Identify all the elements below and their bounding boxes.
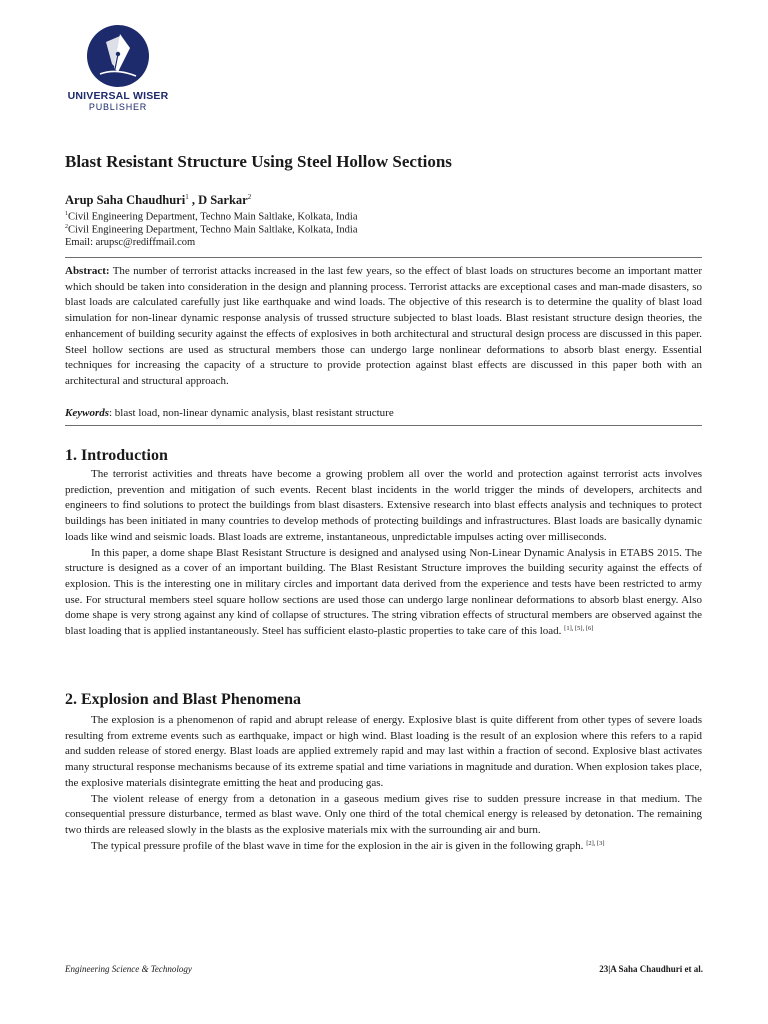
affiliation-text: Civil Engineering Department, Techno Main Saltlake, Kolkata, India bbox=[68, 224, 358, 236]
paragraph: The explosion is a phenomenon of rapid and abrupt release of energy. Explosive blast is quite different from other types of severe loads resulting from extreme events such as earthquake, impact or high wind. Blast loading is the result of an explosion where this refers to a rapid and sudden release of stored energy. Blast loads are applied extremely rapid and may last within a fraction of second. Explosive blast activates many structural response mechanisms because of its extreme spatial and time variations in magnitude and duration. When explosion takes place, the explosive materials disintegrate emitting the heat and producing gas. bbox=[65, 714, 702, 789]
paragraph-text: In this paper, a dome shape Blast Resistant Structure is designed and analysed using Non-Linear Dynamic Analysis in ETABS 2015. The structure is designed as a cover of an important building. The Blast Resistant Structure improves the building security against the effects of explosion. This is the interesting one in military circles and important data derived from the experience and tests have been restricted to army use. For structural members steel square hollow sections are used those can undergo large nonlinear deformations to absorb blast energy. Also dome shape is very strong against any kind of collapse of structures. The string vibration effects of structural members are observed against the blast loading that is applied instantaneously. Steel has sufficient elasto-plastic properties to take care of this load. bbox=[65, 546, 702, 638]
paragraph bbox=[65, 546, 702, 640]
paragraph bbox=[65, 839, 702, 855]
keywords-text: : blast load, non-linear dynamic analysis, blast resistant structure bbox=[109, 407, 394, 419]
author-line bbox=[65, 193, 251, 208]
citation: [2], [3] bbox=[586, 839, 605, 847]
keywords-label: Keywords bbox=[65, 407, 109, 419]
paragraph: The violent release of energy from a detonation in a gaseous medium gives rise to sudden pressure increase in that medium. The consequential pressure disturbance, termed as blast wave. Only one third of the total chemical energy is released by detonation. The remaining two thirds are released slowly in the blasts as the explosive materials mix with the surrounding air and burn. bbox=[65, 792, 702, 836]
citation: [1], [5], [6] bbox=[564, 625, 594, 633]
author-2-affil-mark: 2 bbox=[247, 193, 252, 201]
section-heading-explosion: 2. Explosion and Blast Phenomena bbox=[65, 691, 302, 708]
divider-top bbox=[65, 257, 702, 258]
abstract-label: Abstract: bbox=[65, 265, 110, 277]
publisher-name: UNIVERSAL WISER bbox=[67, 90, 169, 102]
section-heading-introduction: 1. Introduction bbox=[65, 447, 168, 464]
author-1: Arup Saha Chaudhuri bbox=[65, 193, 186, 208]
affiliation-text: Civil Engineering Department, Techno Main Saltlake, Kolkata, India bbox=[68, 211, 358, 223]
author-1-affil-mark: 1 bbox=[185, 193, 189, 201]
section-explosion-body bbox=[65, 713, 702, 854]
publisher-logo bbox=[66, 24, 170, 112]
affiliation-2 bbox=[65, 224, 358, 236]
affiliation-1 bbox=[65, 211, 358, 223]
affiliation-mark: 2 bbox=[65, 224, 68, 230]
paragraph: The terrorist activities and threats have become a growing problem all over the world and protection against terrorist acts involves prediction, prevention and mitigation of such events. Recent blast incidents in the world trigger the minds of developers, architects and engineers to find solutions to protect the buildings from blast disasters. Extensive research into blast effects analysis and techniques to protect buildings has been initiated in many countries to develop methods of protecting buildings and infrastructures. Blast loads are basically dynamic loads like wind and seismic loads. Blast loads are extreme, instantaneous, unpredictable impulses acting over milliseconds. bbox=[65, 468, 702, 543]
footer-page-author: 23|A Saha Chaudhuri et al. bbox=[599, 964, 703, 974]
author-email: Email: arupsc@rediffmail.com bbox=[65, 237, 196, 248]
paper-title: Blast Resistant Structure Using Steel Hollow Sections bbox=[65, 152, 452, 171]
affiliation-mark: 1 bbox=[65, 211, 68, 217]
keywords bbox=[65, 407, 394, 419]
paragraph-text: The typical pressure profile of the blast wave in time for the explosion in the air is given in the following graph. bbox=[91, 839, 584, 852]
abstract-text: The number of terrorist attacks increased in the last few years, so the effect of blast loads on structures become an important matter which should be taken into consideration in the design and planning process. Terrorist attacks are exceptional cases and man-made disasters, so blast loads are calculated carefully just like earthquake and wind loads. The objective of this research is to determine the quality of blast load simulation for non-linear dynamic response analysis of trussed structure subjected to blast loads. Blast resistant structure design theories, the enhancement of building security against the effects of explosives in both architectural and structural design process are discussed in this paper. Steel hollow sections are used as structural members those can undergo large nonlinear deformations to absorb blast energy. Essential techniques for increasing the capacity of a structure to provide protection against blast effects are discussed in this paper both with an architectural and structural approach. bbox=[65, 265, 702, 387]
author-separator: , bbox=[188, 193, 199, 208]
author-2: D Sarkar bbox=[198, 193, 248, 208]
pen-nib-icon bbox=[86, 24, 150, 88]
footer-journal: Engineering Science & Technology bbox=[65, 964, 192, 974]
publisher-subtitle: PUBLISHER bbox=[88, 102, 148, 112]
abstract bbox=[65, 264, 702, 390]
section-introduction-body bbox=[65, 467, 702, 640]
divider-bottom bbox=[65, 425, 702, 426]
